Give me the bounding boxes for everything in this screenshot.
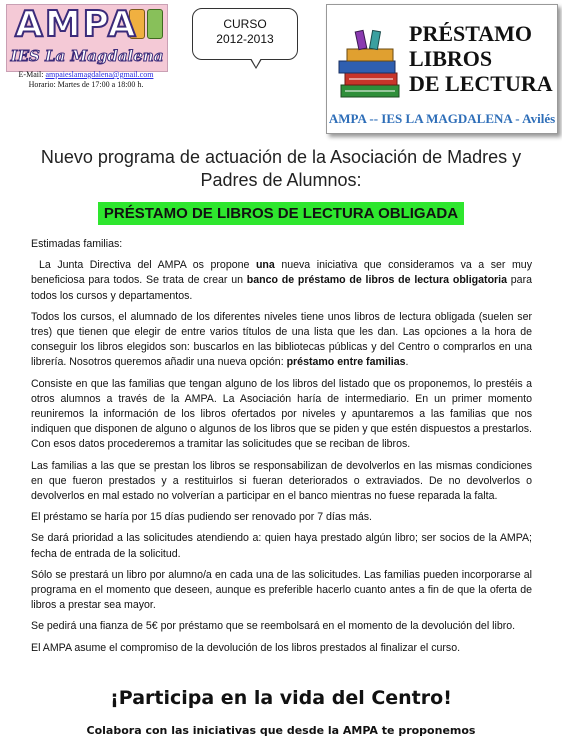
paragraph: El préstamo se haría por 15 días pudiendo ser renovado por 7 días más.: [31, 511, 372, 524]
email-label: E-Mail:: [18, 70, 44, 79]
lending-card: [326, 4, 558, 134]
ampa-logo: [6, 4, 168, 72]
logo-text: AMPA: [15, 4, 138, 45]
greeting: Estimadas familias:: [31, 238, 123, 250]
paragraph: Todos los cursos, el alumnado de los diferentes niveles tiene unos libros de lectura obligada (suelen ser tres) que tienen que elegir de entre varios títulos de una lista que les dan. Las opciones a la hora de conseguir los libros elegidos son: buscarlos en las bibliotecas públicas y del Centro o comprarlos en una librería. Nosotros queremos añadir una nueva opción: préstamo entre familias.: [31, 310, 532, 369]
body-text: [31, 237, 532, 662]
call-to-action-subtitle: Colabora con las iniciativas que desde la AMPA te proponemos: [86, 724, 476, 737]
card-title-line: DE LECTURA: [409, 71, 553, 96]
paragraph: El AMPA asume el compromiso de la devolución de los libros prestados al finalizar el curso.: [31, 641, 461, 654]
call-to-action: ¡Participa en la vida del Centro!: [110, 687, 452, 709]
logo-subtext: IES La Magdalena: [10, 47, 164, 65]
paragraph: Sólo se prestará un libro por alumno/a en cada una de las solicitudes. Las familias pueden incorporarse al programa en el momento que deseen, aunque es preferible hacerlo cuanto antes a fin de que la oferta de libros a prestar sea mayor.: [31, 568, 532, 612]
course-label: CURSO: [223, 17, 267, 31]
course-years: 2012-2013: [216, 32, 274, 46]
page-heading: Nuevo programa de actuación de la Asociación de Madres y Padres de Alumnos:: [40, 147, 522, 190]
paragraph: Se dará prioridad a las solicitudes atendiendo a: quien haya prestado algún libro; ser socios de la AMPA; fecha de entrada de la solicitud.: [31, 532, 532, 560]
contact-info: [0, 70, 172, 90]
highlight-wrap: [0, 202, 562, 225]
email-link[interactable]: ampaieslamagdalena@gmail.com: [45, 70, 154, 79]
book-decoration-icon: [147, 9, 163, 39]
paragraph: Se pedirá una fianza de 5€ por préstamo que se reembolsará en el momento de la devolución del libro.: [31, 620, 516, 633]
paragraph: La Junta Directiva del AMPA os propone una nueva iniciativa que consideramos va a ser muy beneficiosa para todos. Se trata de crear un banco de préstamo de libros de lectura obligatoria para todos los cursos y departamentos.: [31, 259, 532, 302]
card-footer: AMPA -- IES LA MAGDALENA - Avilés: [328, 111, 556, 126]
card-title-line: LIBROS: [409, 46, 493, 71]
card-title-line: PRÉSTAMO: [409, 21, 533, 46]
card-title: [409, 21, 553, 96]
schedule: Horario: Martes de 17:00 a 18:00 h.: [28, 80, 144, 89]
paragraph: Las familias a las que se prestan los libros se responsabilizan de devolverlos en las mismas condiciones en que fueron prestados y a restituirlos si fueran deteriorados o extraviados. De no devolverlos o devolverlos en mal estado no volverían a participar en el banco mientras no fuese reparada la falta.: [31, 459, 532, 503]
program-title: PRÉSTAMO DE LIBROS DE LECTURA OBLIGADA: [98, 202, 464, 225]
bubble-tail-inner: [251, 58, 261, 67]
book-stack-icon: [337, 27, 403, 103]
paragraph: Consiste en que las familias que tengan alguno de los libros del listado que os proponemos, lo prestéis a otros alumnos a través de la AMPA. La Asociación haría de intermediario. En un primer momento reuniremos la información de los libros ofertados por niveles y apuntaremos a las familias que nos indiquen que disponen de alguno o algunos de los libros que se piden y que estén dispuestos a prestarlos. Con esos datos procederemos a tramitar las solicitudes que se reciban de libros.: [31, 377, 532, 451]
course-bubble: [192, 8, 298, 60]
